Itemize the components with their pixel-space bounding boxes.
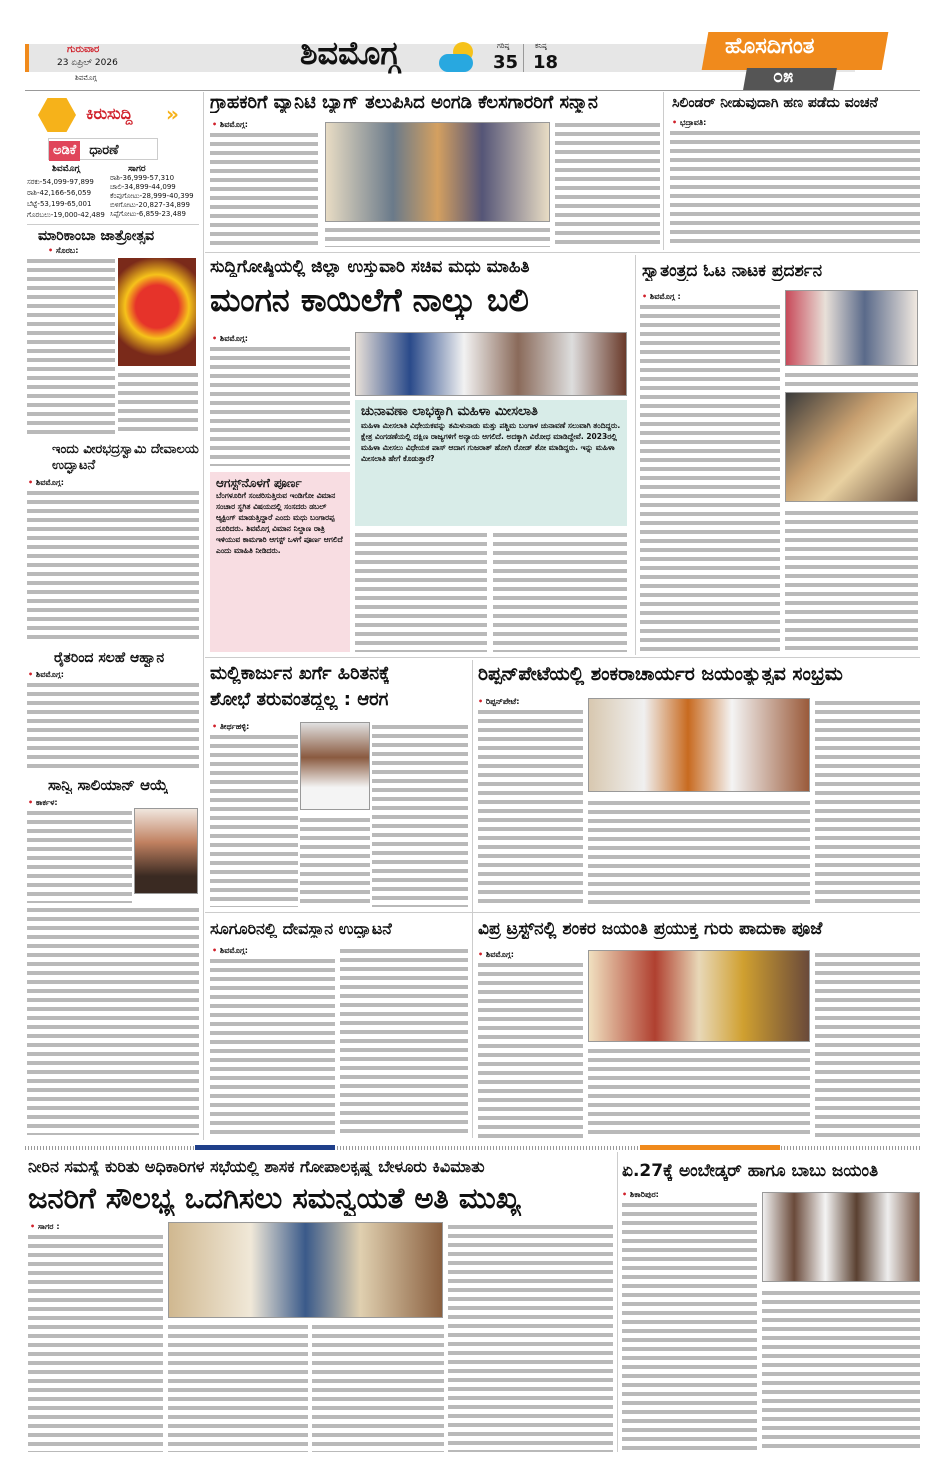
box-title: ಆಗಸ್ಟ್‌ನೊಳಗೆ ಪೂರ್ಣ	[216, 476, 302, 490]
kirusuddi-title: ಕಿರುಸುದ್ದಿ	[86, 104, 133, 123]
headline-marikamba: ಮಾರಿಕಾಂಬಾ ಜಾತ್ರೋತ್ಸವ	[38, 228, 155, 244]
airport-box	[210, 472, 350, 652]
masthead	[25, 34, 920, 88]
box-text: ಮಹಿಳಾ ಮೀಸಲಾತಿ ವಿಧೇಯಕವನ್ನು ತಮಿಳುನಾಡು ಮತ್ತು ಪಶ್ಚಿಮ ಬಂಗಾಳ ಚುನಾವಣೆ ಸಲುವಾಗಿ ತಂದಿದ್ದರು. ಕ್ಷೇತ್ರ ವಿಂಗಡಣೆಯಲ್ಲಿ ದಕ್ಷಿಣ ರಾಜ್ಯಗಳಿಗೆ ಅನ್ಯಾಯ ಆಗಲಿದೆ. ಅದಕ್ಕಾಗಿ ವಿರೋಧ ಮಾಡಿದ್ದೇವೆ. 2023ರಲ್ಲಿ ಮಹಿಳಾ ಮೀಸಲು ವಿಧೇಯಕ ಪಾಸ್ ಆದಾಗ ಗುಜರಾತ್ ಹೋಗಿ ರೋಡ್ ಶೋ ಮಾಡಿದ್ದರು. ಇನ್ನು ಮಹಿಳಾ ಮೀಸಲಾತಿ ಹೇಗೆ ಕೊಡುತ್ತಾರೆ?	[361, 420, 621, 463]
box-text: ಬೆಂಗಳೂರಿಗೆ ಸಂಚರಿಸುತ್ತಿರುವ ಇಂಡಿಗೋ ವಿಮಾನ ಸಂಚಾರ ಸ್ಥಗಿತ ವಿಷಯದಲ್ಲಿ ಸಂಸದರು ಡಬಲ್ ಆ್ಯಕ್ಟಿಂಗ್ ಮಾಡುತ್ತಿದ್ದಾರೆ ಎಂದು ಮಧು ಬಂಗಾರಪ್ಪ ದೂರಿದರು. ಶಿವಮೊಗ್ಗ ವಿಮಾನ ನಿಲ್ದಾಣ ರಾತ್ರಿ ಇಳಿಯುವ ಕಾಮಗಾರಿ ಆಗಸ್ಟ್ ಒಳಗೆ ಪೂರ್ಣ ಆಗಲಿದೆ ಎಂದು ಮಾಹಿತಿ ನೀಡಿದರು.	[216, 491, 343, 556]
adike-title: ಅಡಿಕೆ ಧಾರಣೆ	[48, 138, 158, 160]
dateline: • ಶಿವಮೊಗ್ಗ:	[28, 670, 64, 680]
city-title: ಶಿವಮೊಗ್ಗ	[300, 34, 400, 72]
headline-vanity: ಗ್ರಾಹಕರಿಗೆ ವ್ಯಾನಿಟಿ ಬ್ಯಾಗ್ ತಲುಪಿಸಿದ ಅಂಗಡಿ ಕೆಲಸಗಾರರಿಗೆ ಸನ್ಮಾನ	[210, 93, 598, 113]
day: ಗುರುವಾರ	[67, 44, 100, 55]
market-shimoga: ಶಿವಮೊಗ್ಗ	[52, 164, 80, 174]
water-headline: ಜನರಿಗೆ ಸೌಲಭ್ಯ ಒದಗಿಸಲು ಸಮನ್ವಯತೆ ಅತಿ ಮುಖ್ಯ	[28, 1181, 521, 1215]
hand-icon	[38, 98, 76, 132]
weather-icon	[437, 40, 477, 74]
headline-cylinder: ಸಿಲಿಂಡರ್ ನೀಡುವುದಾಗಿ ಹಣ ಪಡೆದು ವಂಚನೆ	[672, 96, 878, 111]
market-sagar: ಸಾಗರ	[128, 164, 146, 174]
dateline: • ಕಾರ್ಕಳ:	[28, 798, 58, 808]
dateline: • ಸೊರಬ:	[48, 246, 78, 256]
shankara-photo	[588, 698, 810, 792]
headline-ambedkar: ಏ.27ಕ್ಕೆ ಅಂಬೇಡ್ಕರ್ ಹಾಗೂ ಬಾಬು ಜಯಂತಿ	[622, 1162, 879, 1181]
headline-shankara: ರಿಪ್ಪನ್‌ಪೇಟೆಯಲ್ಲಿ ಶಂಕರಾಚಾರ್ಯರ ಜಯಂತ್ಯುತ್ಸವ ಸಂಭ್ರಮ	[478, 664, 843, 685]
headline-natak: ಸ್ವಾತಂತ್ರ್ಯದ ಓಟ ನಾಟಕ ಪ್ರದರ್ಶನ	[642, 262, 823, 281]
prices-sagar: ರಾಶಿ-36,999-57,310 ಚಾಲಿ-34,899-44,099 ಕೆಂಪುಗೋಟು-28,999-40,399 ಬಿಳಿಗೋಟು-20,827-34,899 ಸಿಪ್ಪೆಗೋಟು-6,859-23,489	[110, 174, 194, 218]
date: 23 ಏಪ್ರಿಲ್ 2026	[57, 58, 118, 68]
dateline: • ಶಿವಮೊಗ್ಗ:	[212, 120, 248, 130]
dateline: • ಶಿಕಾರಿಪುರ:	[622, 1190, 659, 1200]
natak-photo-2	[785, 392, 918, 502]
meeting-photo	[168, 1222, 443, 1318]
saliyan-photo	[134, 808, 198, 894]
vanity-photo	[325, 122, 550, 222]
min-label: ಕನಿಷ್ಠ	[535, 42, 547, 50]
headline-veerabhadra: ಇಂದು ವೀರಭದ್ರಸ್ವಾಮಿ ದೇವಾಲಯ ಉದ್ಘಾಟನೆ	[52, 442, 199, 473]
kharge-photo	[300, 722, 370, 810]
dateline: • ತೀರ್ಥಹಳ್ಳಿ:	[212, 722, 249, 732]
vipra-photo	[588, 950, 810, 1042]
paper-name: ಹೊಸದಿಗಂತ	[725, 34, 815, 59]
headline-vipra: ವಿಪ್ರ ಟ್ರಸ್ಟ್‌ನಲ್ಲಿ ಶಂಕರ ಜಯಂತಿ ಪ್ರಯುಕ್ತ ಗುರು ಪಾದುಕಾ ಪೂಜೆ	[478, 920, 823, 939]
edition: ಶಿವಮೊಗ್ಗ	[75, 74, 97, 82]
page-number: ೦೫	[773, 66, 794, 87]
max-temp: 35	[493, 52, 519, 73]
dateline: • ಸಾಗರ :	[30, 1222, 60, 1232]
lead-headline: ಮಂಗನ ಕಾಯಿಲೆಗೆ ನಾಲ್ಕು ಬಲಿ	[210, 281, 529, 319]
dateline: • ಶಿವಮೊಗ್ಗ:	[212, 946, 248, 956]
headline-kharge-1: ಮಲ್ಲಿಕಾರ್ಜುನ ಖರ್ಗೆ ಹಿರಿತನಕ್ಕೆ	[210, 664, 390, 684]
headline-raitha: ರೈತರಿಂದ ಸಲಹೆ ಆಹ್ವಾನ	[54, 650, 165, 666]
prices-shimoga: ಸರಕು-54,099-97,899 ರಾಶಿ-42,166-56,059 ಬೆಟ್ಟೆ-53,199-65,001 ಗೊರಬಲು-19,000-42,489	[27, 178, 105, 219]
ambedkar-photo	[762, 1192, 920, 1282]
women-reservation-box	[355, 400, 627, 526]
max-label: ಗರಿಷ್ಠ	[497, 42, 510, 50]
dateline: • ರಿಪ್ಪನ್‌ಪೇಟೆ:	[478, 697, 519, 707]
headline-kharge-2: ಶೋಭೆ ತರುವಂತದ್ದಲ್ಲ : ಆರಗ	[210, 690, 389, 710]
natak-photo	[785, 290, 918, 366]
headline-saliyan: ಸಾನ್ವಿ ಸಾಲಿಯಾನ್ ಆಯ್ಕೆ	[48, 776, 169, 794]
dateline: • ಶಿವಮೊಗ್ಗ :	[642, 292, 681, 302]
goddess-photo	[118, 258, 196, 366]
dateline: • ಶಿವಮೊಗ್ಗ:	[212, 334, 248, 344]
lead-photo	[355, 332, 627, 396]
box-title: ಚುನಾವಣಾ ಲಾಭಕ್ಕಾಗಿ ಮಹಿಳಾ ಮೀಸಲಾತಿ	[361, 404, 538, 419]
dateline: • ಶಿವಮೊಗ್ಗ:	[478, 950, 514, 960]
water-kicker: ನೀರಿನ ಸಮಸ್ಯೆ ಕುರಿತು ಅಧಿಕಾರಿಗಳ ಸಭೆಯಲ್ಲಿ ಶಾಸಕ ಗೋಪಾಲಕೃಷ್ಣ ಬೇಳೂರು ಕಿವಿಮಾತು	[28, 1158, 485, 1176]
dateline: • ಭದ್ರಾವತಿ:	[672, 118, 706, 128]
dateline: • ಶಿವಮೊಗ್ಗ:	[28, 478, 64, 488]
min-temp: 18	[533, 52, 559, 73]
lead-kicker: ಸುದ್ದಿಗೋಷ್ಠಿಯಲ್ಲಿ ಜಿಲ್ಲಾ ಉಸ್ತುವಾರಿ ಸಚಿವ ಮಧು ಮಾಹಿತಿ	[210, 258, 530, 277]
kirusuddi-banner: ಕಿರುಸುದ್ದಿ »	[38, 98, 188, 132]
headline-sooguru: ಸೂಗೂರಿನಲ್ಲಿ ದೇವಸ್ಥಾನ ಉದ್ಘಾಟನೆ	[210, 920, 392, 938]
